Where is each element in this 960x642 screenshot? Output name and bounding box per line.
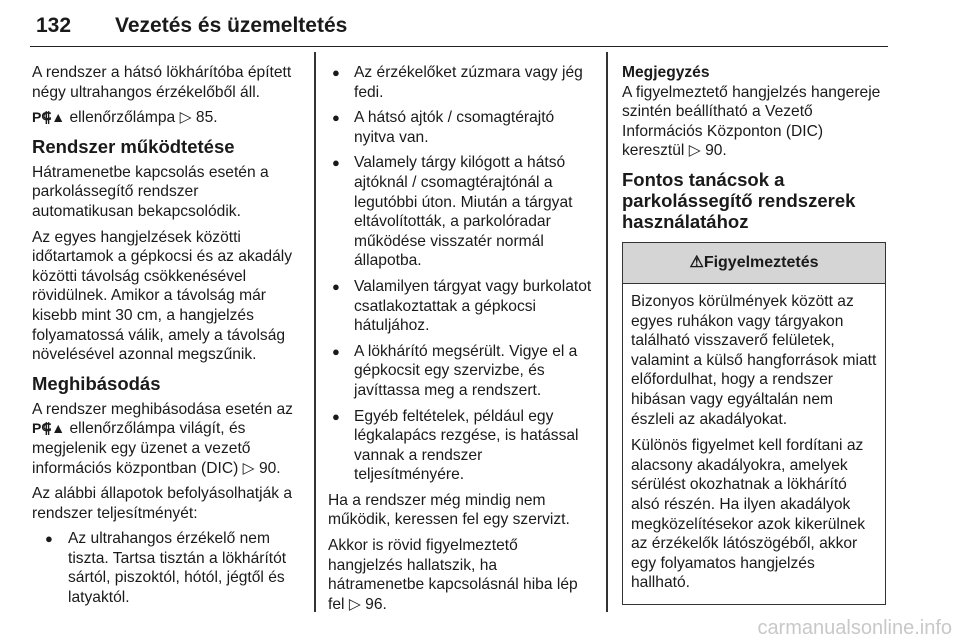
list-item: ● A hátsó ajtók / csomagtérajtó nyitva van. — [328, 108, 594, 147]
warning-header — [623, 243, 885, 284]
operation-paragraph-1: Hátramenetbe kapcsolás esetén a parkolássegítő rendszer automatikusan bekapcsolódik. — [32, 163, 269, 220]
intro-paragraph: A rendszer a hátsó lökhárítóba épített négy ultrahangos érzékelőből áll. — [32, 64, 292, 101]
warning-paragraph-1: Bizonyos körülmények között az egyes ruhákon vagy tárgyakon található visszaverő felületek, valamint a külső hangforrások miatt előfordulhat, hogy a rendszer hibásan vagy egyáltalán nem észleli az akadályokat. — [631, 292, 877, 428]
list-item: ● Egyéb feltételek, például egy légkalapács rezgése, is hatással vannak a rendszer teljesítményére. — [328, 407, 594, 485]
page-header — [30, 8, 888, 47]
column-2 — [328, 63, 594, 620]
condition-list — [32, 529, 302, 607]
note-heading: Megjegyzés — [622, 64, 710, 81]
fault-paragraph: A rendszer meghibásodása esetén az P⸿▲ ellenőrzőlámpa világít, és megjelenik egy üzenet a vezető információs központban (DIC) ▷ 90. — [32, 400, 293, 477]
list-item: ● Valamilyen tárgyat vagy burkolatot csatlakoztattak a gépkocsi hátuljához. — [328, 277, 594, 336]
warning-body — [623, 284, 885, 604]
warning-title: Figyelmeztetés — [703, 253, 819, 271]
warning-box — [622, 242, 886, 605]
list-item: ● A lökhárító megsérült. Vigye el a gépkocsit egy szervizbe, és javíttassa meg a rendszert. — [328, 342, 594, 401]
page-ref-link[interactable]: ▷ 85. — [179, 109, 218, 127]
park-assist-icon: P⸿▲ — [32, 420, 66, 437]
warning-icon: ⚠ — [689, 253, 704, 271]
park-assist-icon: P⸿▲ — [32, 109, 66, 126]
page-ref-link[interactable]: ▷ 90. — [242, 459, 281, 477]
lamp-reference: P⸿▲ ellenőrzőlámpa ▷ 85. — [32, 109, 218, 127]
column-1 — [32, 63, 302, 614]
page-number: 132 — [36, 14, 72, 37]
list-item: ● Az ultrahangos érzékelő nem tiszta. Tartsa tisztán a lökhárítót sártól, piszoktól, hótól, jégtől és latyaktól. — [32, 529, 302, 607]
page-title: Vezetés és üzemeltetés — [115, 14, 348, 37]
warning-paragraph-2: Különös figyelmet kell fordítani az alacsony akadályokra, amelyek sérülést okozhatnak a lökhárító alsó részén. Ha ilyen akadályok megközelítésekor azok kikerülnek az érzékelők látószögéből, akkor egy folyamatos hangjelzés hallható. — [631, 437, 866, 592]
watermark: carmanualsonline.info — [757, 617, 952, 639]
influence-paragraph: Az alábbi állapotok befolyásolhatják a rendszer teljesítményét: — [32, 485, 293, 522]
heading-operation: Rendszer működtetése — [32, 135, 235, 157]
column-divider-1 — [314, 52, 316, 612]
column-divider-2 — [606, 52, 608, 612]
list-item: ● Valamely tárgy kilógott a hátsó ajtóknál / csomagtérajtónál a legutóbbi úton. Miután a tárgyat eltávolították, a parkolóradar működése visszatér normál állapotba. — [328, 153, 594, 271]
note: Megjegyzés A figyelmeztető hangjelzés hangereje szintén beállítható a Vezető Információs Központon (DIC) keresztül ▷ 90. — [622, 64, 881, 160]
condition-list — [328, 63, 594, 485]
operation-paragraph-2: Az egyes hangjelzések közötti időtartamok a gépkocsi és az akadály közötti távolság csökkenésével rövidülnek. Amikor a távolság már kisebb mint 30 cm, a hangjelzés folyamatossá válik, amely a távolság növelésével azonnal megszűnik. — [32, 228, 293, 364]
page-ref-link[interactable]: ▷ 96. — [348, 595, 387, 613]
page-ref-link[interactable]: ▷ 90. — [688, 142, 727, 160]
heading-fault: Meghibásodás — [32, 372, 161, 394]
list-item: ● Az érzékelőket zúzmara vagy jég fedi. — [328, 63, 594, 102]
beep-paragraph: Akkor is rövid figyelmeztető hangjelzés hallatszik, ha hátramenetbe kapcsolásnál hiba lép fel ▷ 96. — [328, 537, 578, 613]
service-paragraph: Ha a rendszer még mindig nem működik, keressen fel egy szervizt. — [328, 491, 570, 529]
column-3 — [622, 63, 886, 605]
heading-tips: Fontos tanácsok a parkolássegítő rendszerek használatához — [622, 168, 856, 232]
